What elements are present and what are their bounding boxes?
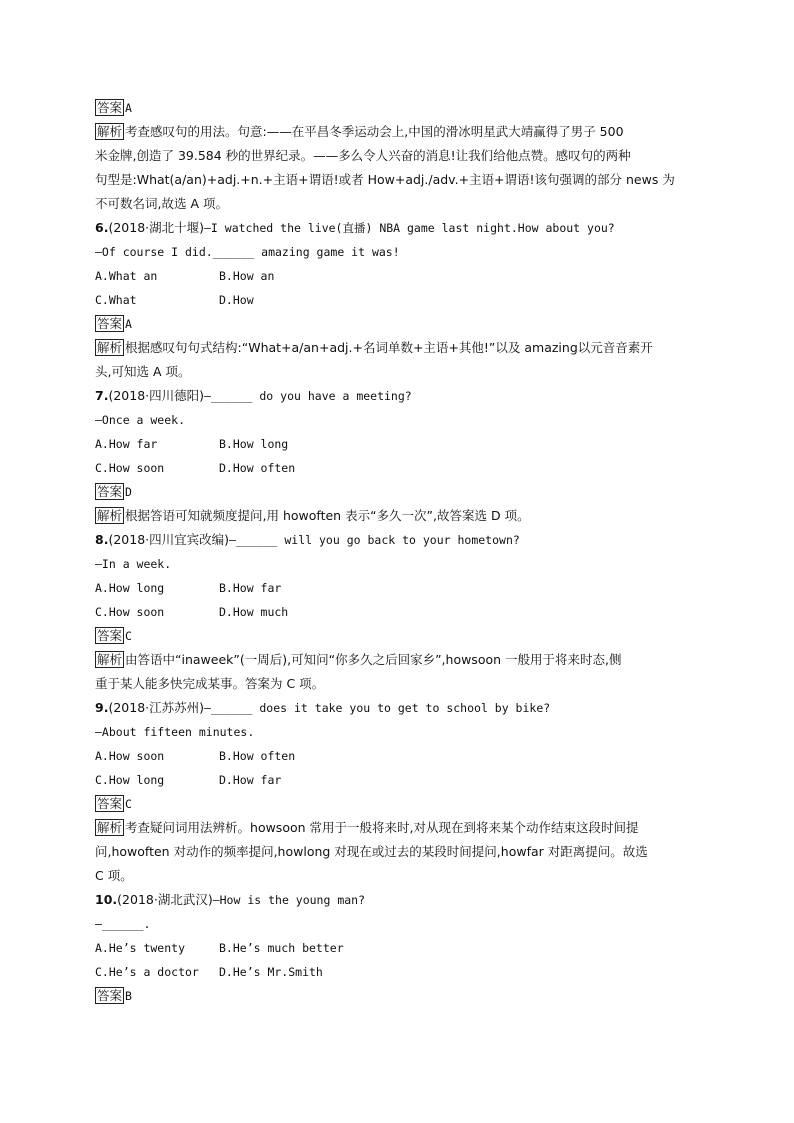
option-choice: A.What an [95,269,158,283]
question-text: —______. [95,917,151,931]
options-row [95,432,701,456]
option-choice: B.He’s much better [219,941,344,955]
option-choice: D.How [219,293,254,307]
question-source: (2018·四川德阳) [108,388,204,403]
analysis-line [95,816,701,840]
answer-label: 答案 [97,628,123,643]
analysis-line [95,360,701,384]
analysis-text: 重于某人能多快完成某事。答案为 C 项。 [95,676,325,691]
answer-label: 答案 [97,988,123,1003]
answer-value: C [125,797,132,811]
analysis-text: 根据答语可知就频度提问,用 howoften 表示“多久一次”,故答案选 D 项。 [125,508,530,523]
analysis-text: 考查感叹句的用法。句意:——在平昌冬季运动会上,中国的滑冰明星武大靖赢得了男子 500 [125,124,624,139]
question-text: —Once a week. [95,413,186,427]
options-row [95,576,701,600]
worksheet-page [95,96,701,1008]
question-number: 9. [95,700,109,715]
question-dialog-line [95,912,701,936]
option-choice: A.How long [95,581,165,595]
question-text: —About fifteen minutes. [95,725,255,739]
option-choice: C.How soon [95,461,165,475]
question-source: (2018·四川宜宾改编) [108,532,229,547]
answer-line [95,96,701,120]
answer-value: C [125,629,132,643]
options-row [95,744,701,768]
question-number: 6. [95,220,109,235]
answer-label: 答案 [97,100,123,115]
analysis-label: 解析 [97,340,123,355]
option-choice: B.How an [219,269,275,283]
option-choice: D.How much [219,605,289,619]
option-choice: A.How soon [95,749,165,763]
question-text: —______ will you go back to your hometown? [229,533,520,547]
question-stem [95,216,701,240]
answer-label: 答案 [97,316,123,331]
answer-value: A [125,101,132,115]
analysis-text: 头,可知选 A 项。 [95,364,191,379]
analysis-line [95,168,701,192]
analysis-text: 问,howoften 对动作的频率提问,howlong 对现在或过去的某段时间提问,howfar 对距离提问。故选 [95,844,648,859]
question-stem [95,384,701,408]
answer-line [95,624,701,648]
question-text: —I watched the live(直播) NBA game last night.How about you? [204,221,615,235]
analysis-line [95,336,701,360]
option-choice: C.How long [95,773,165,787]
analysis-text: 根据感叹句句式结构:“What+a/an+adj.+名词单数+主语+其他!”以及 amazing以元音音素开 [125,340,653,355]
question-source: (2018·湖北十堰) [108,220,204,235]
question-stem [95,696,701,720]
option-choice: C.How soon [95,605,165,619]
analysis-label: 解析 [97,508,123,523]
answer-line [95,984,701,1008]
question-text: —Of course I did.______ amazing game it was! [95,245,400,259]
analysis-line [95,120,701,144]
question-stem [95,528,701,552]
question-source: (2018·江苏苏州) [108,700,204,715]
analysis-label: 解析 [97,652,123,667]
answer-line [95,312,701,336]
question-dialog-line [95,720,701,744]
analysis-line [95,672,701,696]
option-choice: B.How long [219,437,289,451]
options-row [95,768,701,792]
answer-value: A [125,317,132,331]
option-choice: A.How far [95,437,158,451]
analysis-text: 由答语中“inaweek”(一周后),可知问“你多久之后回家乡”,howsoon 一般用于将来时态,侧 [125,652,622,667]
analysis-text: 米金牌,创造了 39.584 秒的世界纪录。——多么令人兴奋的消息!让我们给他点赞。感叹句的两种 [95,148,631,163]
option-choice: B.How far [219,581,282,595]
question-number: 10. [95,892,118,907]
options-row [95,456,701,480]
answer-value: D [125,485,132,499]
question-text: —______ does it take you to get to school by bike? [204,701,551,715]
analysis-label: 解析 [97,820,123,835]
option-choice: A.He’s twenty [95,941,186,955]
question-dialog-line [95,552,701,576]
answer-label: 答案 [97,484,123,499]
question-text: —In a week. [95,557,172,571]
question-text: —______ do you have a meeting? [204,389,412,403]
question-source: (2018·湖北武汉) [117,892,213,907]
option-choice: C.What [95,293,137,307]
option-choice: D.He’s Mr.Smith [219,965,323,979]
question-number: 7. [95,388,109,403]
analysis-line [95,144,701,168]
analysis-text: 不可数名词,故选 A 项。 [95,196,228,211]
analysis-text: 句型是:What(a/an)+adj.+n.+主语+谓语!或者 How+adj./adv.+主语+谓语!该句强调的部分 news 为 [95,172,675,187]
analysis-line [95,192,701,216]
analysis-text: C 项。 [95,868,133,883]
answer-line [95,792,701,816]
question-dialog-line [95,408,701,432]
question-stem [95,888,701,912]
options-row [95,960,701,984]
question-text: —How is the young man? [212,893,366,907]
analysis-line [95,648,701,672]
option-choice: D.How often [219,461,296,475]
analysis-line [95,840,701,864]
answer-value: B [125,989,132,1003]
question-dialog-line [95,240,701,264]
options-row [95,936,701,960]
options-row [95,288,701,312]
options-row [95,264,701,288]
analysis-label: 解析 [97,124,123,139]
option-choice: B.How often [219,749,296,763]
analysis-line [95,864,701,888]
analysis-text: 考查疑问词用法辨析。howsoon 常用于一般将来时,对从现在到将来某个动作结束这段时间提 [125,820,639,835]
option-choice: C.He’s a doctor [95,965,199,979]
question-number: 8. [95,532,109,547]
answer-label: 答案 [97,796,123,811]
option-choice: D.How far [219,773,282,787]
analysis-line [95,504,701,528]
answer-line [95,480,701,504]
options-row [95,600,701,624]
